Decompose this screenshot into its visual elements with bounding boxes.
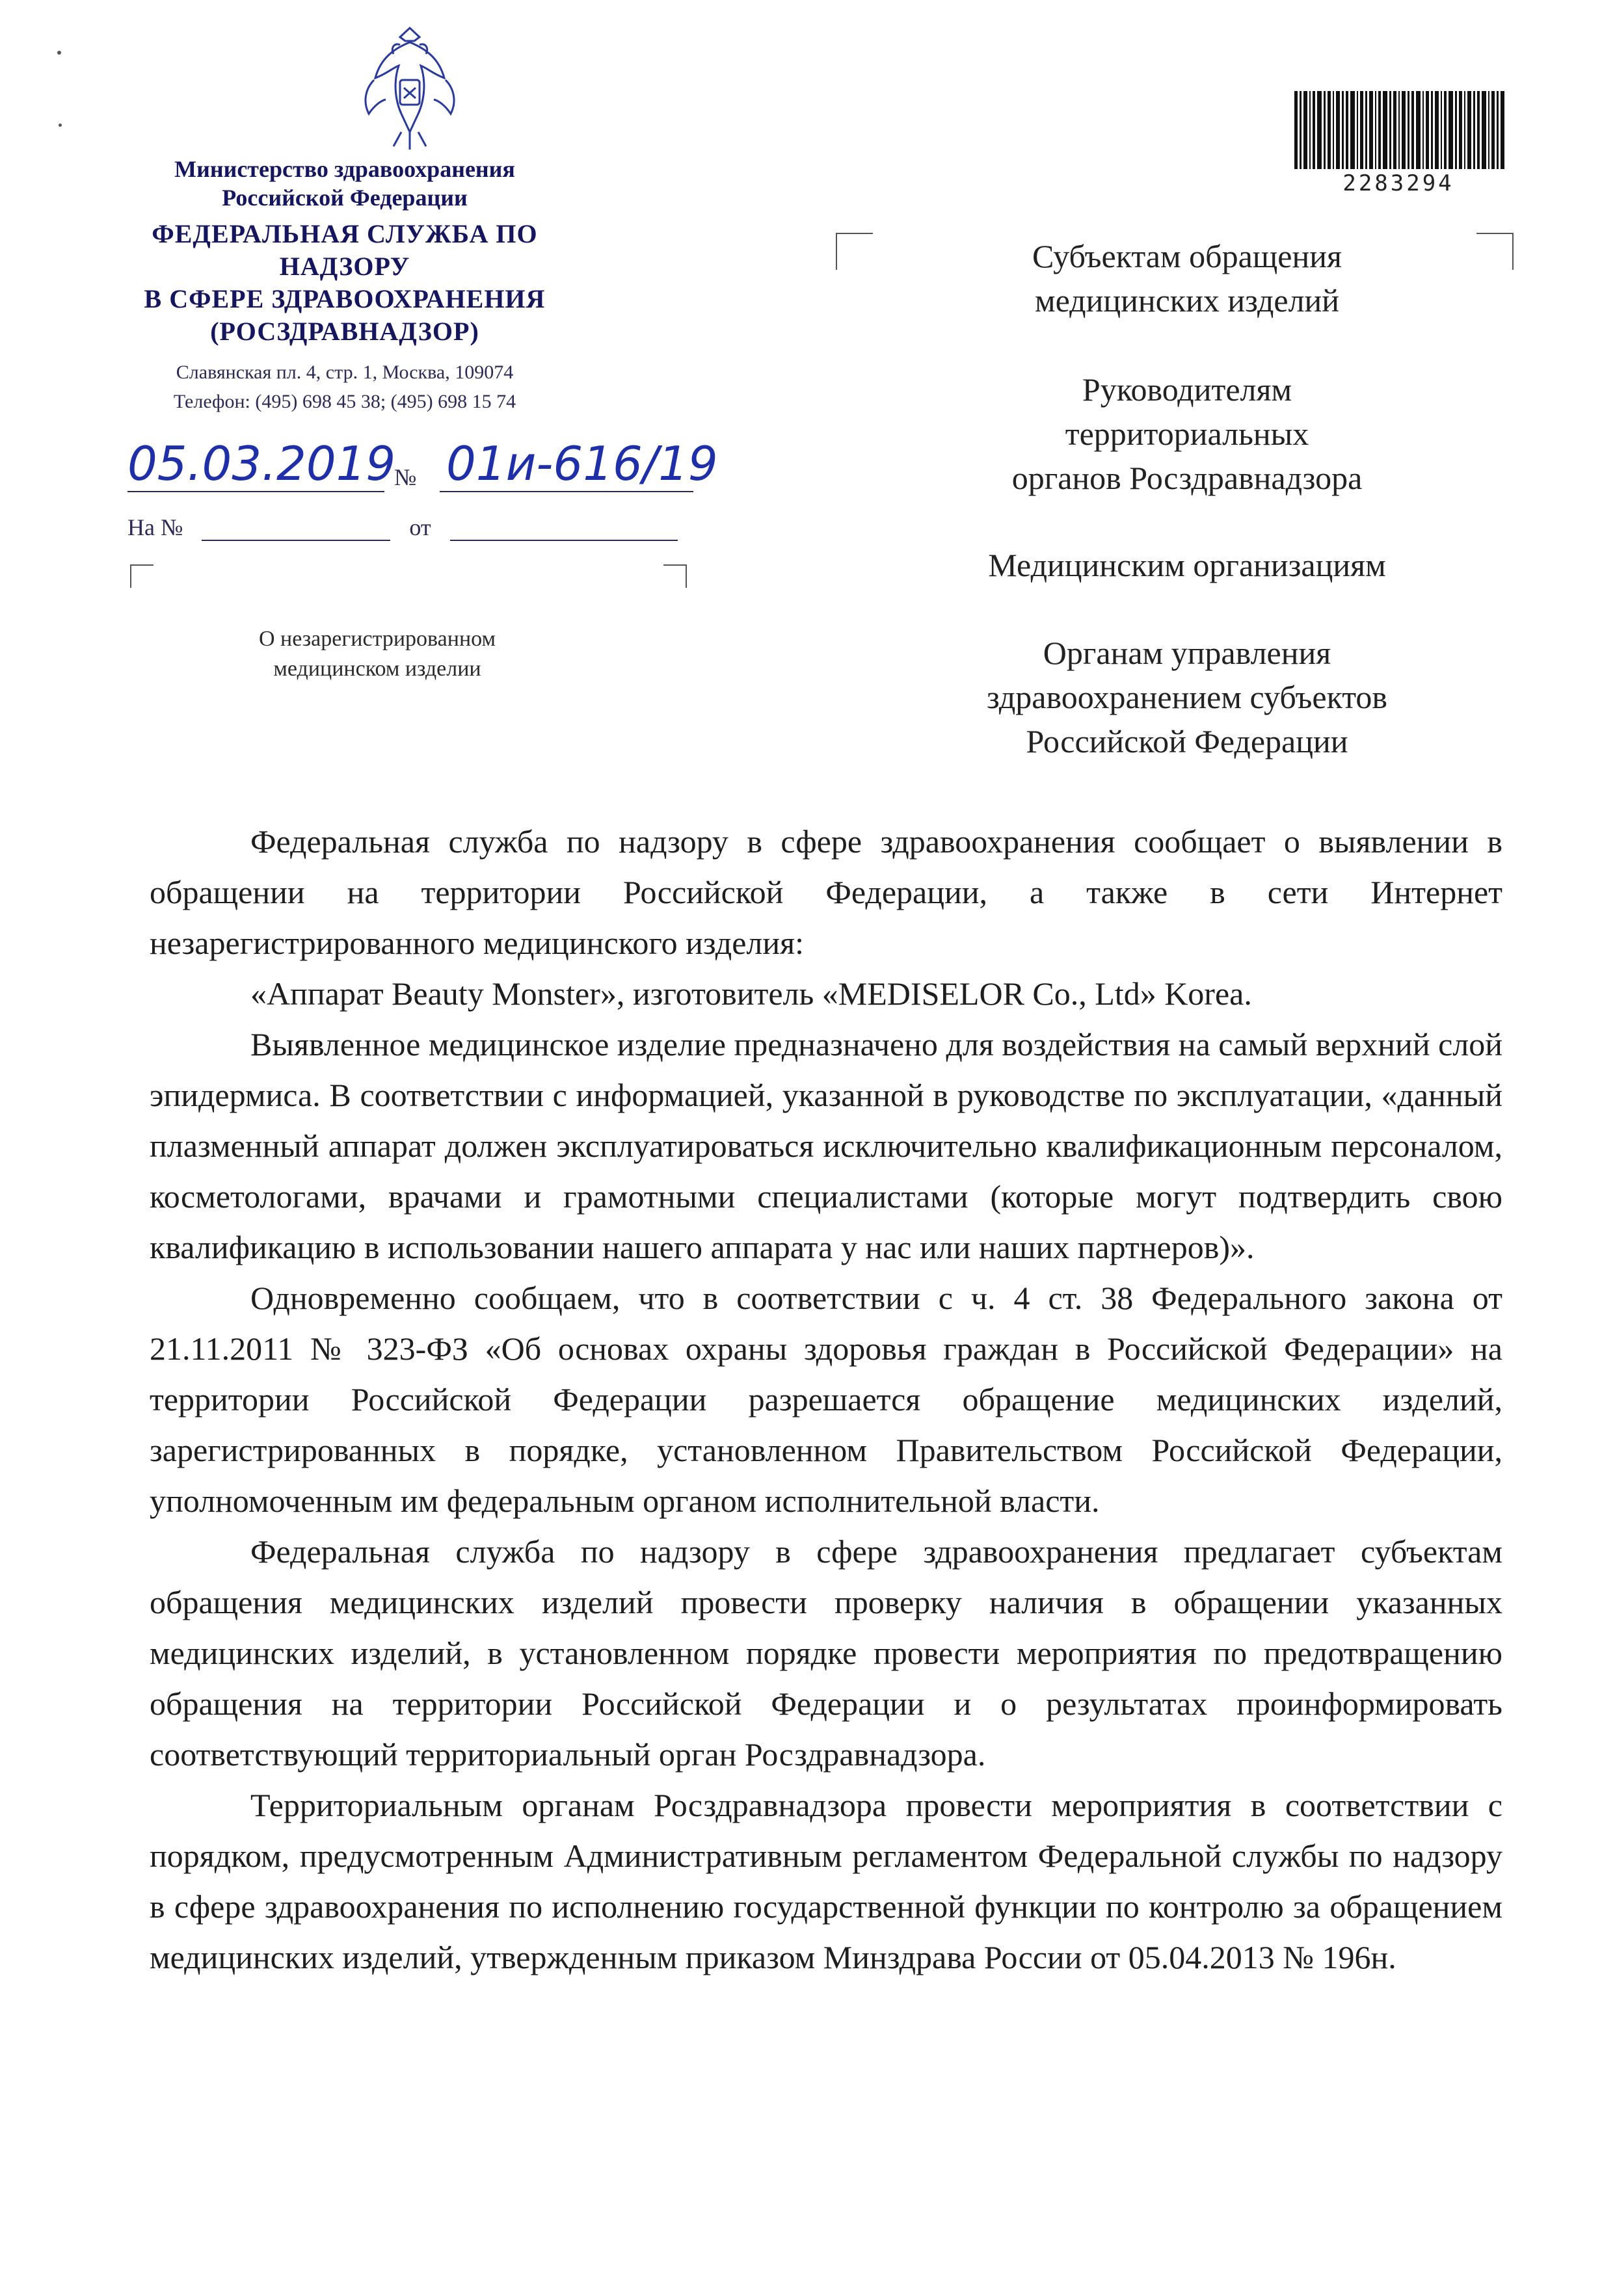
body-paragraph-5: Федеральная служба по надзору в сфере здравоохранения предлагает субъектам обращения медицинских изделий провести проверку наличия в обращении указанных медицинских изделий, в установленном порядке провести мероприятия по предотвращению обращения на территории Российской Федерации и о результатах проинформировать соответствующий территориальный орган Росздравнадзора. [150, 1533, 1502, 1773]
addressee-line: органов Росздравнадзора [1011, 460, 1363, 496]
barcode-image [1294, 91, 1506, 172]
addressee-line: Органам управления [1043, 635, 1331, 671]
addressee-medical-organizations [904, 543, 1470, 587]
letter-body [150, 816, 1502, 1983]
addressee-line: Российской Федерации [1026, 723, 1348, 759]
body-paragraph-3: Выявленное медицинское изделие предназначено для воздействия на самый верхний слой эпидермиса. В соответствии с информацией, указанной в руководстве по эксплуатации, «данный плазменный аппарат должен эксплуатироваться исключительно квалификационным персоналом, косметологами, врачами и грамотными специалистами (которые могут подтвердить свою квалификацию в использовании нашего аппарата у нас или наших партнеров)». [150, 1026, 1502, 1265]
service-line-1: ФЕДЕРАЛЬНАЯ СЛУЖБА ПО НАДЗОРУ [152, 219, 538, 281]
phone-line: Телефон: (495) 698 45 38; (495) 698 15 74 [173, 391, 516, 412]
subject-line-2: медицинском изделии [273, 657, 481, 681]
addressee-line: Руководителям [1082, 371, 1292, 408]
addressee-line: медицинских изделий [1034, 282, 1340, 319]
ministry-name [85, 155, 605, 212]
addressee-line: Субъектам обращения [1032, 238, 1342, 274]
body-paragraph-2: «Аппарат Beauty Monster», изготовитель «MEDISELOR Co., Ltd» Korea. [250, 975, 1252, 1012]
addressee-line: территориальных [1065, 416, 1309, 452]
service-line-2: В СФЕРЕ ЗДРАВООХРАНЕНИЯ [144, 284, 546, 313]
date-underline [127, 491, 384, 492]
addressee-line: здравоохранением субъектов [986, 679, 1388, 715]
subject-note [195, 624, 559, 684]
reply-label: На № [127, 514, 183, 540]
body-paragraph-6: Территориальным органам Росздравнадзора провести мероприятия в соответствии с порядком, предусмотренным Административным регламентом Федеральной службы по надзору в сфере здравоохранения по исполнению государственной функции по контролю за обращением медицинских изделий, утвержденным приказом Минздрава России от 05.04.2013 № 196н. [150, 1787, 1502, 1975]
from-date-field [450, 519, 678, 541]
service-line-3: (РОСЗДРАВНАДЗОР) [210, 317, 479, 346]
from-label: от [409, 514, 431, 540]
number-label: № [394, 464, 417, 490]
coat-of-arms-emblem-icon [354, 23, 465, 153]
addressee-subjects [904, 234, 1470, 323]
ministry-line-2: Российской Федерации [222, 185, 468, 211]
corner-mark [663, 564, 687, 588]
subject-line-1: О незарегистрированном [258, 627, 496, 651]
service-name [85, 218, 605, 348]
registration-number: 01и-616/19 [446, 436, 718, 491]
body-paragraph-1: Федеральная служба по надзору в сфере здравоохранения сообщает о выявлении в обращении на территории Российской Федерации, а также в сети Интернет незарегистрированного медицинского изделия: [150, 823, 1502, 961]
barcode-number: 2283294 [1342, 170, 1454, 196]
ministry-line-1: Министерство здравоохранения [174, 156, 515, 182]
scan-speck [59, 124, 62, 127]
scan-speck [57, 51, 61, 55]
addressee-territorial-heads [904, 367, 1470, 500]
registration-date: 05.03.2019 [127, 436, 396, 491]
address-line: Славянская пл. 4, стр. 1, Москва, 109074 [176, 362, 514, 383]
reply-number-field [202, 519, 390, 541]
service-address [85, 358, 605, 416]
corner-mark [130, 564, 154, 588]
addressee-health-authorities [904, 631, 1470, 763]
addressee-line: Медицинским организациям [988, 547, 1386, 583]
number-underline [440, 491, 693, 492]
registration-line [127, 436, 718, 510]
reply-reference-row [127, 514, 678, 541]
corner-mark [1476, 233, 1514, 270]
corner-mark [836, 233, 873, 270]
body-paragraph-4: Одновременно сообщаем, что в соответствии с ч. 4 ст. 38 Федерального закона от 21.11.2011 № 323-ФЗ «Об основах охраны здоровья граждан в Российской Федерации» на территории Российской Федерации разрешается обращение медицинских изделий, зарегистрированных в порядке, установленном Правительством Российской Федерации, уполномоченным им федеральным органом исполнительной власти. [150, 1280, 1502, 1519]
